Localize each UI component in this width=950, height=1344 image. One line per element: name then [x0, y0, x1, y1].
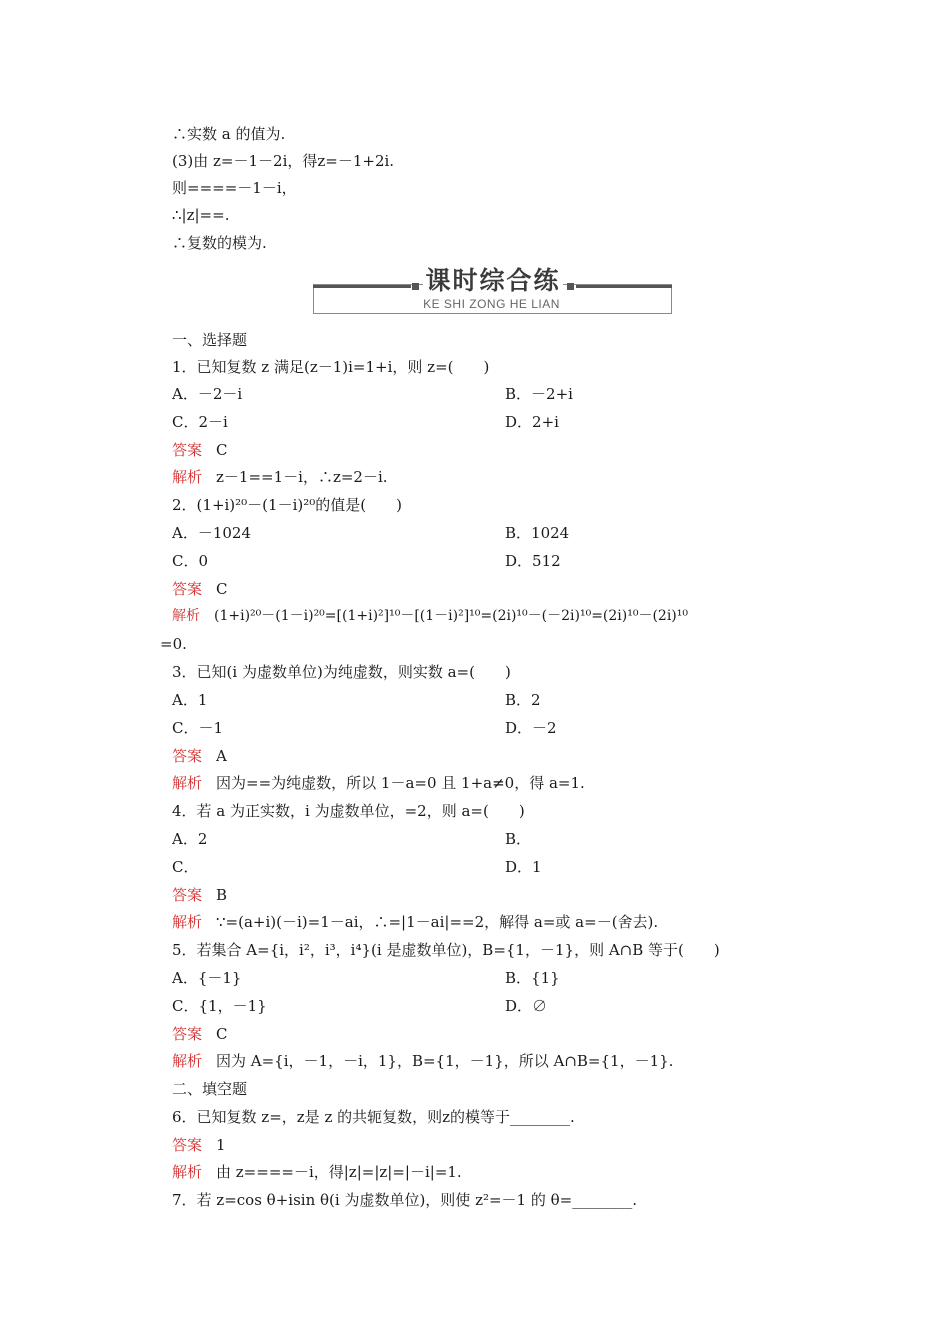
q4-analysis-row: [172, 912, 658, 932]
q3-analysis-text: 因为==为纯虚数，所以 1－a=0 且 1+a≠0，得 a=1.: [216, 774, 585, 792]
q2-stem: 2．(1+i)²⁰－(1－i)²⁰的值是( ): [172, 496, 402, 514]
q3-option-d: D．－2: [505, 719, 557, 737]
q4-option-c: C．: [172, 858, 199, 876]
analysis-label: 解析: [172, 1163, 203, 1181]
banner-title: 课时综合练: [423, 264, 563, 298]
q5-analysis-text: 因为 A={i，－1，－i，1}，B={1，－1}，所以 A∩B={1，－1}.: [216, 1052, 674, 1070]
section-heading-choice: 一、选择题: [172, 331, 248, 349]
q1-answer-row: [172, 440, 228, 460]
q4-answer-row: [172, 885, 227, 905]
banner-dot-left: [412, 283, 419, 290]
q5-stem: 5．若集合 A={i，i²，i³，i⁴}(i 是虚数单位)，B={1，－1}，则 A∩B 等于( ): [172, 941, 720, 959]
q3-answer-row: [172, 746, 227, 766]
intro-line-3: 则====－1－i，: [172, 179, 297, 197]
q5-option-a: A．{－1}: [172, 969, 242, 987]
q5-analysis-row: [172, 1051, 673, 1071]
q1-analysis-text: z－1==1－i，∴z=2－i.: [216, 468, 388, 486]
intro-line-4: ∴|z|==.: [172, 206, 230, 224]
q4-analysis-text: ∵=(a+i)(－i)=1－ai，∴=|1－ai|==2，解得 a=或 a=－(舍去).: [216, 913, 659, 931]
banner-bar-right: [576, 285, 672, 288]
q2-answer-row: [172, 579, 228, 599]
banner-subtitle: KE SHI ZONG HE LIAN: [423, 297, 560, 311]
banner-dot-right: [567, 283, 574, 290]
q3-stem: 3．已知(i 为虚数单位)为纯虚数，则实数 a=( ): [172, 663, 511, 681]
q3-answer-value: A: [216, 747, 227, 765]
q1-option-a: A．－2－i: [172, 385, 243, 403]
q6-stem: 6．已知复数 z=，z是 z 的共轭复数，则z的模等于________.: [172, 1108, 575, 1126]
q2-answer-value: C: [216, 580, 228, 598]
q1-option-d: D．2+i: [505, 413, 559, 431]
q4-option-a: A．2: [172, 830, 208, 848]
q6-answer-row: [172, 1135, 226, 1155]
analysis-label: 解析: [172, 1052, 203, 1070]
analysis-label: 解析: [172, 774, 203, 792]
q5-answer-value: C: [216, 1025, 228, 1043]
q5-option-b: B．{1}: [505, 969, 560, 987]
q1-stem: 1．已知复数 z 满足(z－1)i=1+i，则 z=( ): [172, 358, 490, 376]
section-banner: [313, 264, 672, 313]
intro-line-5: ∴复数的模为.: [172, 234, 267, 252]
q6-answer-value: 1: [216, 1136, 226, 1154]
answer-label: 答案: [172, 1136, 203, 1154]
q2-option-b: B．1024: [505, 524, 570, 542]
q3-option-a: A．1: [172, 691, 208, 709]
q1-analysis-row: [172, 467, 388, 487]
intro-line-2: (3)由 z=－1－2i，得z=－1+2i.: [172, 152, 395, 170]
analysis-label: 解析: [172, 913, 203, 931]
answer-label: 答案: [172, 580, 203, 598]
analysis-label: 解析: [172, 468, 203, 486]
q2-analysis-row: [172, 606, 688, 626]
q5-option-d: D．∅: [505, 997, 548, 1015]
q4-answer-value: B: [216, 886, 228, 904]
answer-label: 答案: [172, 1025, 203, 1043]
q5-answer-row: [172, 1024, 228, 1044]
q1-answer-value: C: [216, 441, 228, 459]
q1-option-b: B．－2+i: [505, 385, 573, 403]
q4-option-d: D．1: [505, 858, 542, 876]
q2-option-d: D．512: [505, 552, 561, 570]
q2-option-c: C．0: [172, 552, 209, 570]
section-heading-fill: 二、填空题: [172, 1080, 248, 1098]
intro-line-1: ∴实数 a 的值为.: [172, 125, 286, 143]
analysis-label: 解析: [172, 608, 200, 624]
q6-analysis-text: 由 z====－i，得|z|=|z|=|－i|=1.: [216, 1163, 462, 1181]
q3-option-b: B．2: [505, 691, 541, 709]
banner-bar-left: [313, 285, 411, 288]
answer-label: 答案: [172, 441, 203, 459]
q2-analysis-text: (1+i)²⁰－(1－i)²⁰=[(1+i)²]¹⁰－[(1－i)²]¹⁰=(2i)¹⁰－(－2i)¹⁰=(2i)¹⁰－(2i)¹⁰: [214, 608, 688, 624]
q7-stem: 7．若 z=cos θ+isin θ(i 为虚数单位)，则使 z²=－1 的 θ=________.: [172, 1191, 638, 1209]
answer-label: 答案: [172, 747, 203, 765]
q2-analysis-continued: =0.: [160, 635, 187, 653]
q3-analysis-row: [172, 773, 585, 793]
answer-label: 答案: [172, 886, 203, 904]
q6-analysis-row: [172, 1162, 462, 1182]
q5-option-c: C．{1，－1}: [172, 997, 267, 1015]
q4-stem: 4．若 a 为正实数，i 为虚数单位，=2，则 a=( ): [172, 802, 525, 820]
q4-option-b: B．: [505, 830, 532, 848]
q1-option-c: C．2－i: [172, 413, 228, 431]
q2-option-a: A．－1024: [172, 524, 252, 542]
q3-option-c: C．－1: [172, 719, 224, 737]
